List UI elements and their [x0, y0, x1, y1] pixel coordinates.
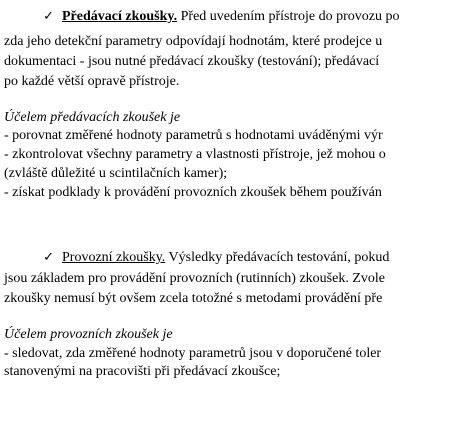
- section2-lead-text: Výsledky předávacích testování, pokud: [165, 250, 390, 265]
- section1-line: dokumentaci - jsou nutné předávací zkoušky (testování); předávací: [4, 54, 380, 69]
- section2-heading-line: [4, 249, 389, 267]
- section1-purpose-item: - porovnat změřené hodnoty parametrů s hodnotami uváděnými výr: [4, 128, 383, 143]
- section1-purpose-heading: Účelem předávacích zkoušek je: [4, 110, 181, 125]
- section2-line: jsou základem pro provádění provozních (rutinních) zkoušek. Zvole: [4, 271, 385, 286]
- section1-lead-text: Před uvedením přístroje do provozu po: [177, 9, 400, 24]
- section2-line: zkoušky nemusí být ovšem zcela totožné s metodami provádění pře: [4, 291, 383, 306]
- section2-purpose-item: stanovenými na pracovišti při předávací zkoušce;: [4, 364, 281, 379]
- checkmark-icon: ✓: [43, 250, 54, 265]
- section1-purpose-item: - získat podklady k provádění provozních zkoušek během používán: [4, 185, 382, 200]
- section1-term: Předávací zkoušky.: [62, 9, 178, 24]
- section1-purpose-item: - zkontrolovat všechny parametry a vlastnosti přístroje, jež mohou o: [4, 147, 386, 162]
- section1-line: zda jeho detekční parametry odpovídají hodnotám, které prodejce u: [4, 34, 383, 49]
- section2-purpose-heading: Účelem provozních zkoušek je: [4, 327, 173, 342]
- checkmark-icon: ✓: [43, 9, 54, 24]
- section2-term: Provozní zkoušky.: [62, 250, 166, 265]
- section1-heading-line: [4, 8, 400, 26]
- section2-purpose-item: - sledovat, zda změřené hodnoty parametrů jsou v doporučené toler: [4, 346, 382, 361]
- section1-purpose-item: (zvláště důležité u scintilačních kamer);: [4, 166, 228, 181]
- section1-line: po každé větší opravě přístroje.: [4, 74, 180, 89]
